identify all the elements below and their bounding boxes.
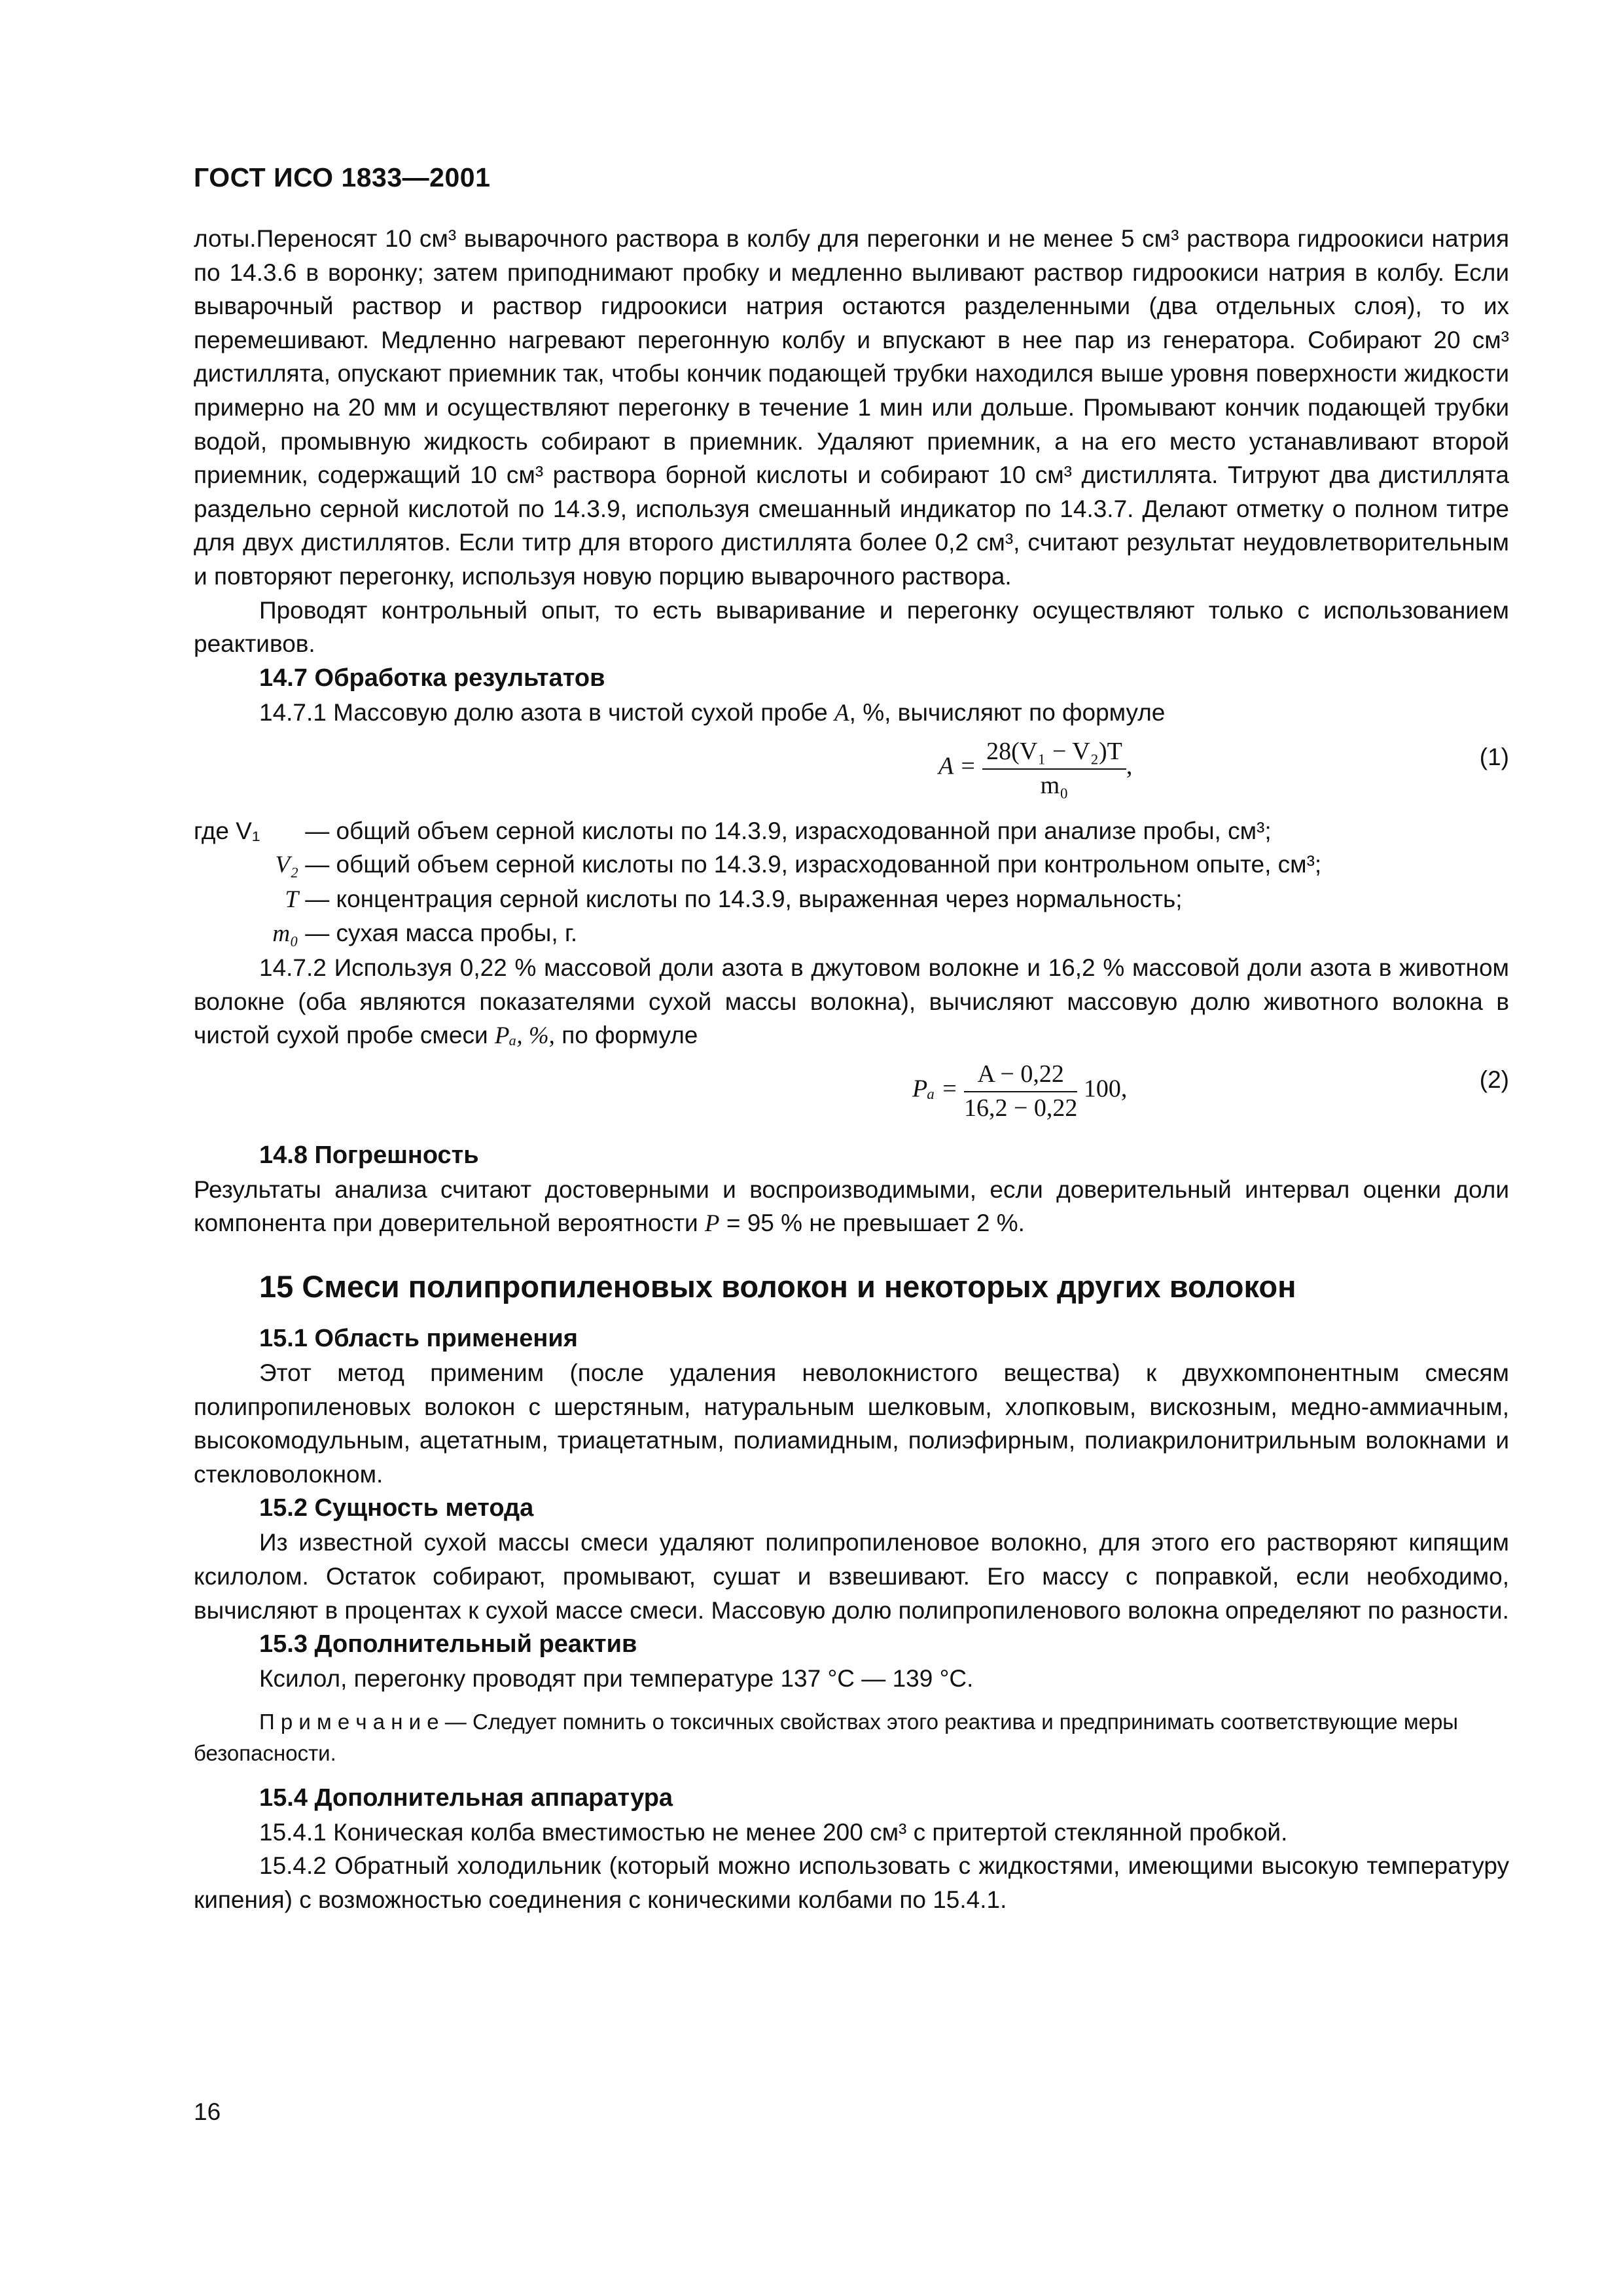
eq1-numerator: 28(V₁ − V₂)T: [982, 737, 1126, 770]
eq1-fraction: [982, 737, 1126, 800]
where-item: T — концентрация серной кислоты по 14.3.9, выраженная через нормальность;: [285, 885, 1183, 913]
where-list: [194, 814, 1509, 951]
where-item: где V₁ — общий объем серной кислоты по 14.3.9, израсходованной при анализе пробы, см³;: [194, 817, 1272, 844]
paragraph-15-2: Из известной сухой массы смеси удаляют полипропиленовое волокно, для этого его растворяют кипящим ксилолом. Остаток собирают, промывают, сушат и взвешивают. Его массу с поправкой, если необходимо, вычисляют в процентах к сухой массе смеси. Массовую долю полипропиленового волокна определяют по разности.: [194, 1529, 1509, 1624]
eq2-lhs: Pₐ =: [912, 1075, 958, 1103]
variable-pa: Pₐ, %,: [494, 1022, 555, 1050]
heading-15-4: 15.4 Дополнительная аппаратура: [259, 1784, 673, 1812]
paragraph-15-4-1: 15.4.1 Коническая колба вместимостью не менее 200 см³ с притертой стеклянной пробкой.: [259, 1818, 1288, 1846]
heading-15-1: 15.1 Область применения: [259, 1325, 578, 1353]
eq1-tail: ,: [1126, 752, 1133, 780]
note-label: П р и м е ч а н и е —: [259, 1709, 467, 1734]
eq2-denominator: 16,2 − 0,22: [963, 1094, 1078, 1122]
paragraph-control-test: Проводят контрольный опыт, то есть вываривание и перегонку осуществляют только с использованием реактивов.: [194, 596, 1509, 658]
heading-15-2: 15.2 Сущность метода: [259, 1494, 534, 1522]
paragraph-15-4-2: 15.4.2 Обратный холодильник (который можно использовать с жидкостями, имеющими высокую температуру кипения) с возможностью соединения с коническими колбами по 15.4.1.: [194, 1852, 1509, 1913]
eq2-numerator: A − 0,22: [964, 1060, 1077, 1092]
heading-15-3: 15.3 Дополнительный реактив: [259, 1630, 637, 1659]
paragraph-15-3: Ксилол, перегонку проводят при температуре 137 °С — 139 °С.: [259, 1665, 974, 1693]
eq1-number: (1): [1479, 743, 1509, 770]
page-number: 16: [194, 2098, 221, 2125]
eq2-fraction: [964, 1060, 1077, 1122]
note-text: Следует помнить о токсичных свойствах этого реактива и предпринимать соответствующие меры безопасности.: [194, 1709, 1459, 1765]
note: [194, 1706, 1509, 1769]
paragraph-14-8: Результаты анализа считают достоверными и воспроизводимыми, если доверительный интервал оценки доли компонента при доверительной вероятности P = 95 % не превышает 2 %.: [194, 1175, 1509, 1238]
paragraph-15-1: Этот метод применим (после удаления неволокнистого вещества) к двухкомпонентным смесям полипропиленовых волокон с шерстяным, натуральным шелковым, хлопковым, вискозным, медно-аммиачным, высокомодульным, ацетатным, триацетатным, полиамидным, полиэфирным, полиакрилонитрильным волокнами и стекловолокном.: [194, 1359, 1509, 1488]
eq2-number: (2): [1479, 1066, 1509, 1093]
heading-14-8: 14.8 Погрешность: [259, 1141, 479, 1169]
variable-a: A: [834, 699, 849, 726]
equation-2: [194, 1053, 1509, 1138]
eq1-denominator: m₀: [1040, 771, 1069, 799]
paragraph-14-7-1: 14.7.1 Массовую долю азота в чистой сухой пробе A, %, вычисляют по формуле: [259, 698, 1166, 726]
document-page: [194, 162, 1509, 1916]
heading-14-7: 14.7 Обработка результатов: [259, 664, 605, 692]
standard-header: ГОСТ ИСО 1833—2001: [194, 162, 491, 192]
where-item: m₀ — сухая масса пробы, г.: [272, 920, 578, 948]
eq2-tail: 100,: [1083, 1075, 1128, 1103]
where-item: V₂ — общий объем серной кислоты по 14.3.9, израсходованной при контрольном опыте, см³;: [275, 851, 1322, 879]
eq1-lhs: A =: [938, 752, 976, 780]
equation-1: [194, 730, 1509, 814]
paragraph-14-7-2: 14.7.2 Используя 0,22 % массовой доли азота в джутовом волокне и 16,2 % массовой доли азота в животном волокне (оба являются показателями сухой массы волокна), вычисляют массовую долю животного волокна в чистой сухой пробе смеси Pₐ, %, по формуле: [194, 954, 1509, 1050]
heading-section-15: 15 Смеси полипропиленовых волокон и некоторых других волокон: [259, 1269, 1296, 1304]
paragraph-distillation: лоты.Переносят 10 см³ выварочного раствора в колбу для перегонки и не менее 5 см³ раствора гидроокиси натрия по 14.3.6 в воронку; затем приподнимают пробку и медленно выливают раствор гидроокиси натрия в колбу. Если выварочный раствор и раствор гидроокиси натрия остаются разделенными (два отдельных слоя), то их перемешивают. Медленно нагревают перегонную колбу и впускают в нее пар из генератора. Собирают 20 см³ дистиллята, опускают приемник так, чтобы кончик подающей трубки находился выше уровня поверхности жидкости примерно на 20 мм и осуществляют перегонку в течение 1 мин или дольше. Промывают кончик подающей трубки водой, промывную жидкость собирают в приемник. Удаляют приемник, а на его место устанавливают второй приемник, содержащий 10 см³ раствора борной кислоты и собирают 10 см³ дистиллята. Титруют два дистиллята раздельно серной кислотой по 14.3.9, используя смешанный индикатор по 14.3.7. Делают отметку о полном титре для двух дистиллятов. Если титр для второго дистиллята более 0,2 см³, считают результат неудовлетворительным и повторяют перегонку, используя новую порцию выварочного раствора.: [194, 225, 1509, 590]
variable-p: P: [704, 1210, 720, 1238]
